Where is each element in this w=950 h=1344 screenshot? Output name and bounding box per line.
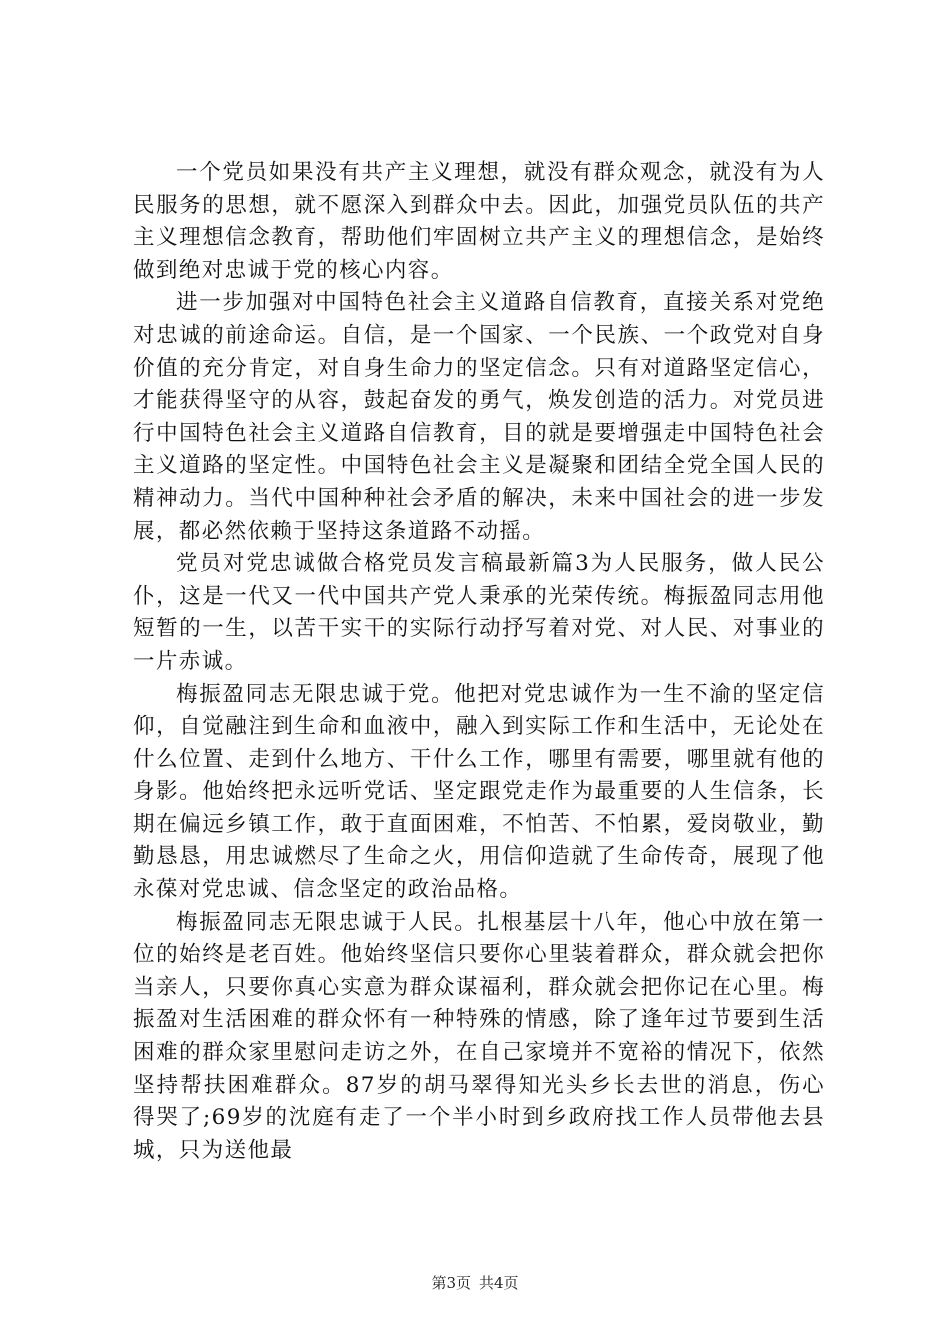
paragraph-3: 党员对党忠诚做合格党员发言稿最新篇3为人民服务，做人民公仆，这是一代又一代中国共产党人秉承的光荣传统。梅振盈同志用他短暂的一生，以苦干实干的实际行动抒写着对党、对人民、对事业的一片赤诚。 bbox=[133, 551, 825, 674]
document-body bbox=[133, 157, 825, 1167]
page-footer bbox=[0, 1272, 950, 1293]
paragraph-2: 进一步加强对中国特色社会主义道路自信教育，直接关系对党绝对忠诚的前途命运。自信，是一个国家、一个民族、一个政党对自身价值的充分肯定，对自身生命力的坚定信念。只有对道路坚定信心，才能获得坚守的从容，鼓起奋发的勇气，焕发创造的活力。对党员进行中国特色社会主义道路自信教育，目的就是要增强走中国特色社会主义道路的坚定性。中国特色社会主义是凝聚和团结全党全国人民的精神动力。当代中国种种社会矛盾的解决，未来中国社会的进一步发展，都必然依赖于坚持这条道路不动摇。 bbox=[133, 290, 825, 544]
paragraph-1: 一个党员如果没有共产主义理想，就没有群众观念，就没有为人民服务的思想，就不愿深入到群众中去。因此，加强党员队伍的共产主义理想信念教育，帮助他们牢固树立共产主义的理想信念，是始终做到绝对忠诚于党的核心内容。 bbox=[133, 160, 825, 283]
page-number: 第3页 bbox=[431, 1274, 471, 1292]
paragraph-5: 梅振盈同志无限忠诚于人民。扎根基层十八年，他心中放在第一位的始终是老百姓。他始终坚信只要你心里装着群众，群众就会把你当亲人，只要你真心实意为群众谋福利，群众就会把你记在心里。梅振盈对生活困难的群众怀有一种特殊的情感，除了逢年过节要到生活困难的群众家里慰问走访之外，在自己家境并不宽裕的情况下，依然坚持帮扶困难群众。87岁的胡马翠得知光头乡长去世的消息，伤心得哭了;69岁的沈庭有走了一个半小时到乡政府找工作人员带他去县城，只为送他最 bbox=[133, 909, 825, 1163]
page-total: 共4页 bbox=[479, 1274, 519, 1292]
paragraph-4: 梅振盈同志无限忠诚于党。他把对党忠诚作为一生不渝的坚定信仰，自觉融注到生命和血液中，融入到实际工作和生活中，无论处在什么位置、走到什么地方、干什么工作，哪里有需要，哪里就有他的身影。他始终把永远听党话、坚定跟党走作为最重要的人生信条，长期在偏远乡镇工作，敢于直面困难，不怕苦、不怕累，爱岗敬业，勤勤恳恳，用忠诚燃尽了生命之火，用信仰造就了生命传奇，展现了他永葆对党忠诚、信念坚定的政治品格。 bbox=[133, 681, 825, 903]
